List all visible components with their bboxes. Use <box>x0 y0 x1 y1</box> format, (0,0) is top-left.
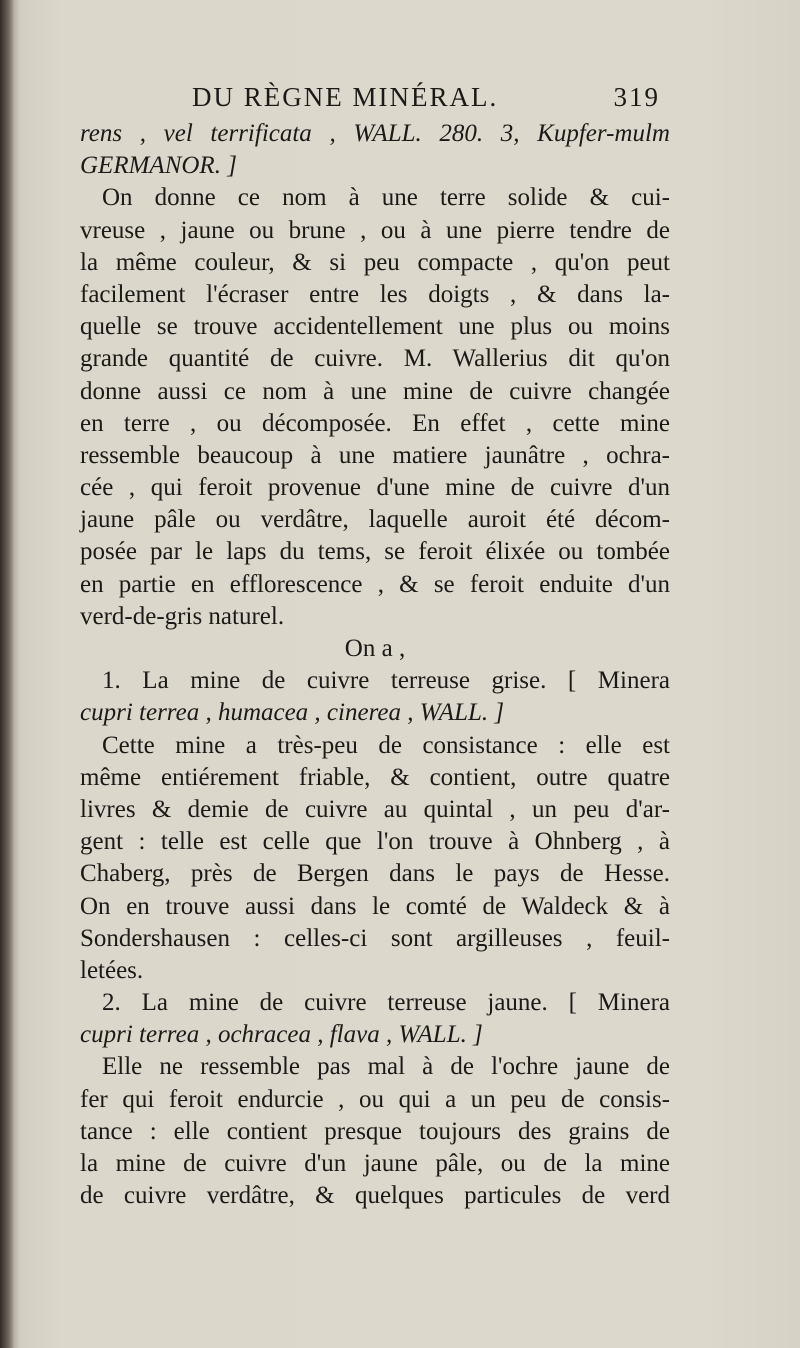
running-head <box>140 82 660 118</box>
text-line: posée par le laps du tems, se feroit élixée ou tombée <box>80 538 670 566</box>
page-number: 319 <box>613 82 660 112</box>
text-line: rens , vel terrificata , WALL. 280. 3, Kupfer-mulm <box>80 120 670 147</box>
text-line: donne aussi ce nom à une mine de cuivre changée <box>80 377 670 405</box>
section-heading: On a , <box>344 635 406 662</box>
text-line: livres & demie de cuivre au quintal , un peu d'ar- <box>80 795 670 823</box>
text-line: ressemble beaucoup à une matiere jaunâtre , ochra- <box>80 441 670 469</box>
text-line: en partie en efflorescence , & se feroit enduite d'un <box>80 570 670 598</box>
text-line: en terre , ou décomposée. En effet , cette mine <box>80 409 670 437</box>
body-text <box>80 118 670 1212</box>
text-line: grande quantité de cuivre. M. Wallerius dit qu'on <box>80 345 670 373</box>
text-line: jaune pâle ou verdâtre, laquelle auroit été décom- <box>80 506 670 534</box>
text-line: la même couleur, & si peu compacte , qu'on peut <box>80 248 670 276</box>
text-line: cupri terrea , ochracea , flava , WALL. ] <box>80 1021 483 1049</box>
text-line: 1. La mine de cuivre terreuse grise. [ Minera <box>102 667 670 695</box>
text-line: On en trouve aussi dans le comté de Waldeck & à <box>80 892 670 920</box>
text-line: On donne ce nom à une terre solide & cui- <box>102 184 670 212</box>
text-line: Elle ne ressemble pas mal à de l'ochre jaune de <box>102 1053 670 1081</box>
text-line: même entiérement friable, & contient, outre quatre <box>80 763 670 791</box>
text-line: 2. La mine de cuivre terreuse jaune. [ Minera <box>102 989 670 1017</box>
text-line: Chaberg, près de Bergen dans le pays de Hesse. <box>80 860 670 888</box>
text-line: GERMANOR. ] <box>80 152 237 180</box>
text-line: vreuse , jaune ou brune , ou à une pierre tendre de <box>80 216 670 244</box>
text-line: cée , qui feroit provenue d'une mine de cuivre d'un <box>80 474 670 502</box>
text-line: Sondershausen : celles-ci sont argilleuses , feuil- <box>80 924 670 952</box>
page-gutter-shadow <box>0 0 14 1348</box>
text-line: fer qui feroit endurcie , ou qui a un peu de consis- <box>80 1085 670 1113</box>
text-line: de cuivre verdâtre, & quelques particules de verd <box>80 1182 670 1210</box>
text-line: tance : elle contient presque toujours des grains de <box>80 1117 670 1145</box>
text-line: verd-de-gris naturel. <box>80 602 285 630</box>
text-line: gent : telle est celle que l'on trouve à Ohnberg , à <box>80 828 670 856</box>
text-line: letées. <box>80 956 144 984</box>
text-line: la mine de cuivre d'un jaune pâle, ou de la mine <box>80 1150 670 1177</box>
text-line: Cette mine a très-peu de consistance : elle est <box>102 731 670 759</box>
text-line: quelle se trouve accidentellement une plus ou moins <box>80 313 670 341</box>
running-head-title: DU RÈGNE MINÉRAL. <box>192 82 499 112</box>
text-line: facilement l'écraser entre les doigts , & dans la- <box>80 280 670 308</box>
text-line: cupri terrea , humacea , cinerea , WALL. ] <box>80 699 505 727</box>
